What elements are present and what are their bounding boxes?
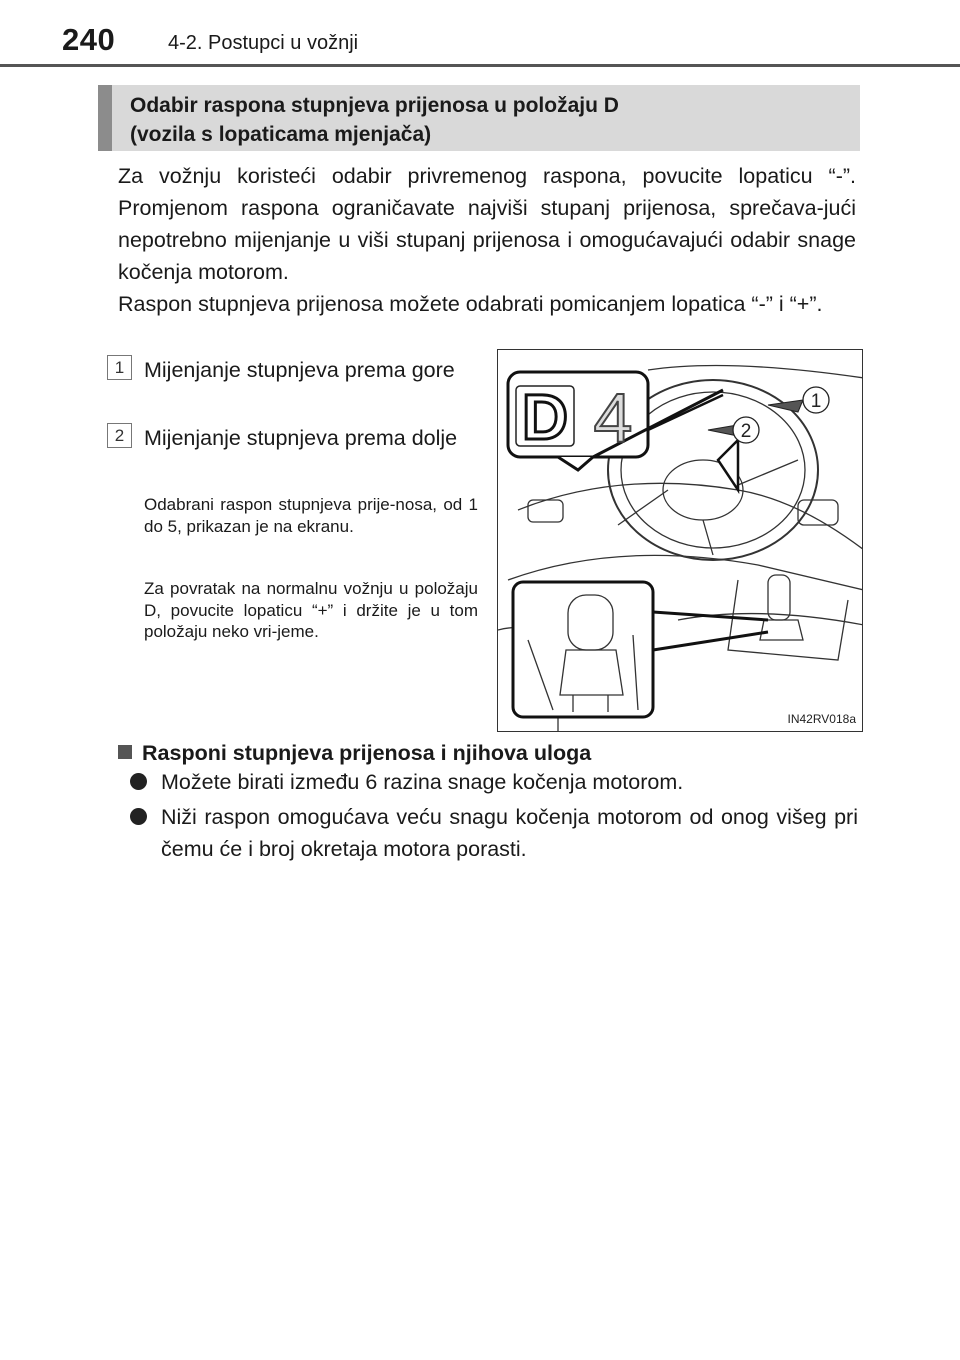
intro-paragraph-1: Za vožnju koristeći odabir privremenog raspona, povucite lopaticu “-”. Promjenom raspona ograničavate najviši stupanj prijenosa, sprečava-jući nepotrebno mijenjanje u viši stupanj prijenosa i omogućavajući odabir snage kočenja motorom. xyxy=(118,164,856,284)
subsection-title: Rasponi stupnjeva prijenosa i njihova uloga xyxy=(142,741,592,765)
display-gear-letter: D xyxy=(521,381,569,453)
callout-1: 1 xyxy=(810,391,822,412)
round-bullet-icon xyxy=(130,773,147,790)
note-2: Za povratak na normalnu vožnju u položaju D, povucite lopaticu “+” i držite je u tom položaju neko vri-jeme. xyxy=(144,579,478,641)
step-number-1: 1 xyxy=(107,355,132,380)
section-title-line-2: (vozila s lopaticama mjenjača) xyxy=(130,123,432,146)
section-title-line-1: Odabir raspona stupnjeva prijenosa u položaju D xyxy=(130,94,619,117)
step-text-2: Mijenjanje stupnjeva prema dolje xyxy=(144,426,458,450)
display-gear-number: 4 xyxy=(593,379,633,457)
callout-2: 2 xyxy=(740,421,752,442)
bullet-text-1: Možete birati između 6 razina snage kočenja motorom. xyxy=(161,770,684,794)
section-breadcrumb: 4-2. Postupci u vožnji xyxy=(168,32,359,54)
round-bullet-icon xyxy=(130,808,147,825)
section-title-box xyxy=(98,85,860,151)
intro-paragraph-2: Raspon stupnjeva prijenosa možete odabrati pomicanjem lopatica “-” i “+”. xyxy=(118,292,823,316)
figure-id: IN42RV018a xyxy=(787,712,856,726)
square-bullet-icon xyxy=(118,745,132,759)
note-1: Odabrani raspon stupnjeva prije-nosa, od 1 do 5, prikazan je na ekranu. xyxy=(144,495,478,536)
bullet-text-2: Niži raspon omogućava veću snagu kočenja motorom od onog višeg pri čemu će i broj okretaja motora porasti. xyxy=(161,805,858,861)
step-number-2: 2 xyxy=(107,423,132,448)
dashboard-illustration xyxy=(497,349,863,732)
page-number: 240 xyxy=(62,22,116,57)
header-rule xyxy=(0,64,960,67)
illustration-drawing xyxy=(498,350,863,732)
step-text-1: Mijenjanje stupnjeva prema gore xyxy=(144,358,455,382)
subsection-heading xyxy=(118,738,591,768)
intro-text xyxy=(118,160,856,320)
